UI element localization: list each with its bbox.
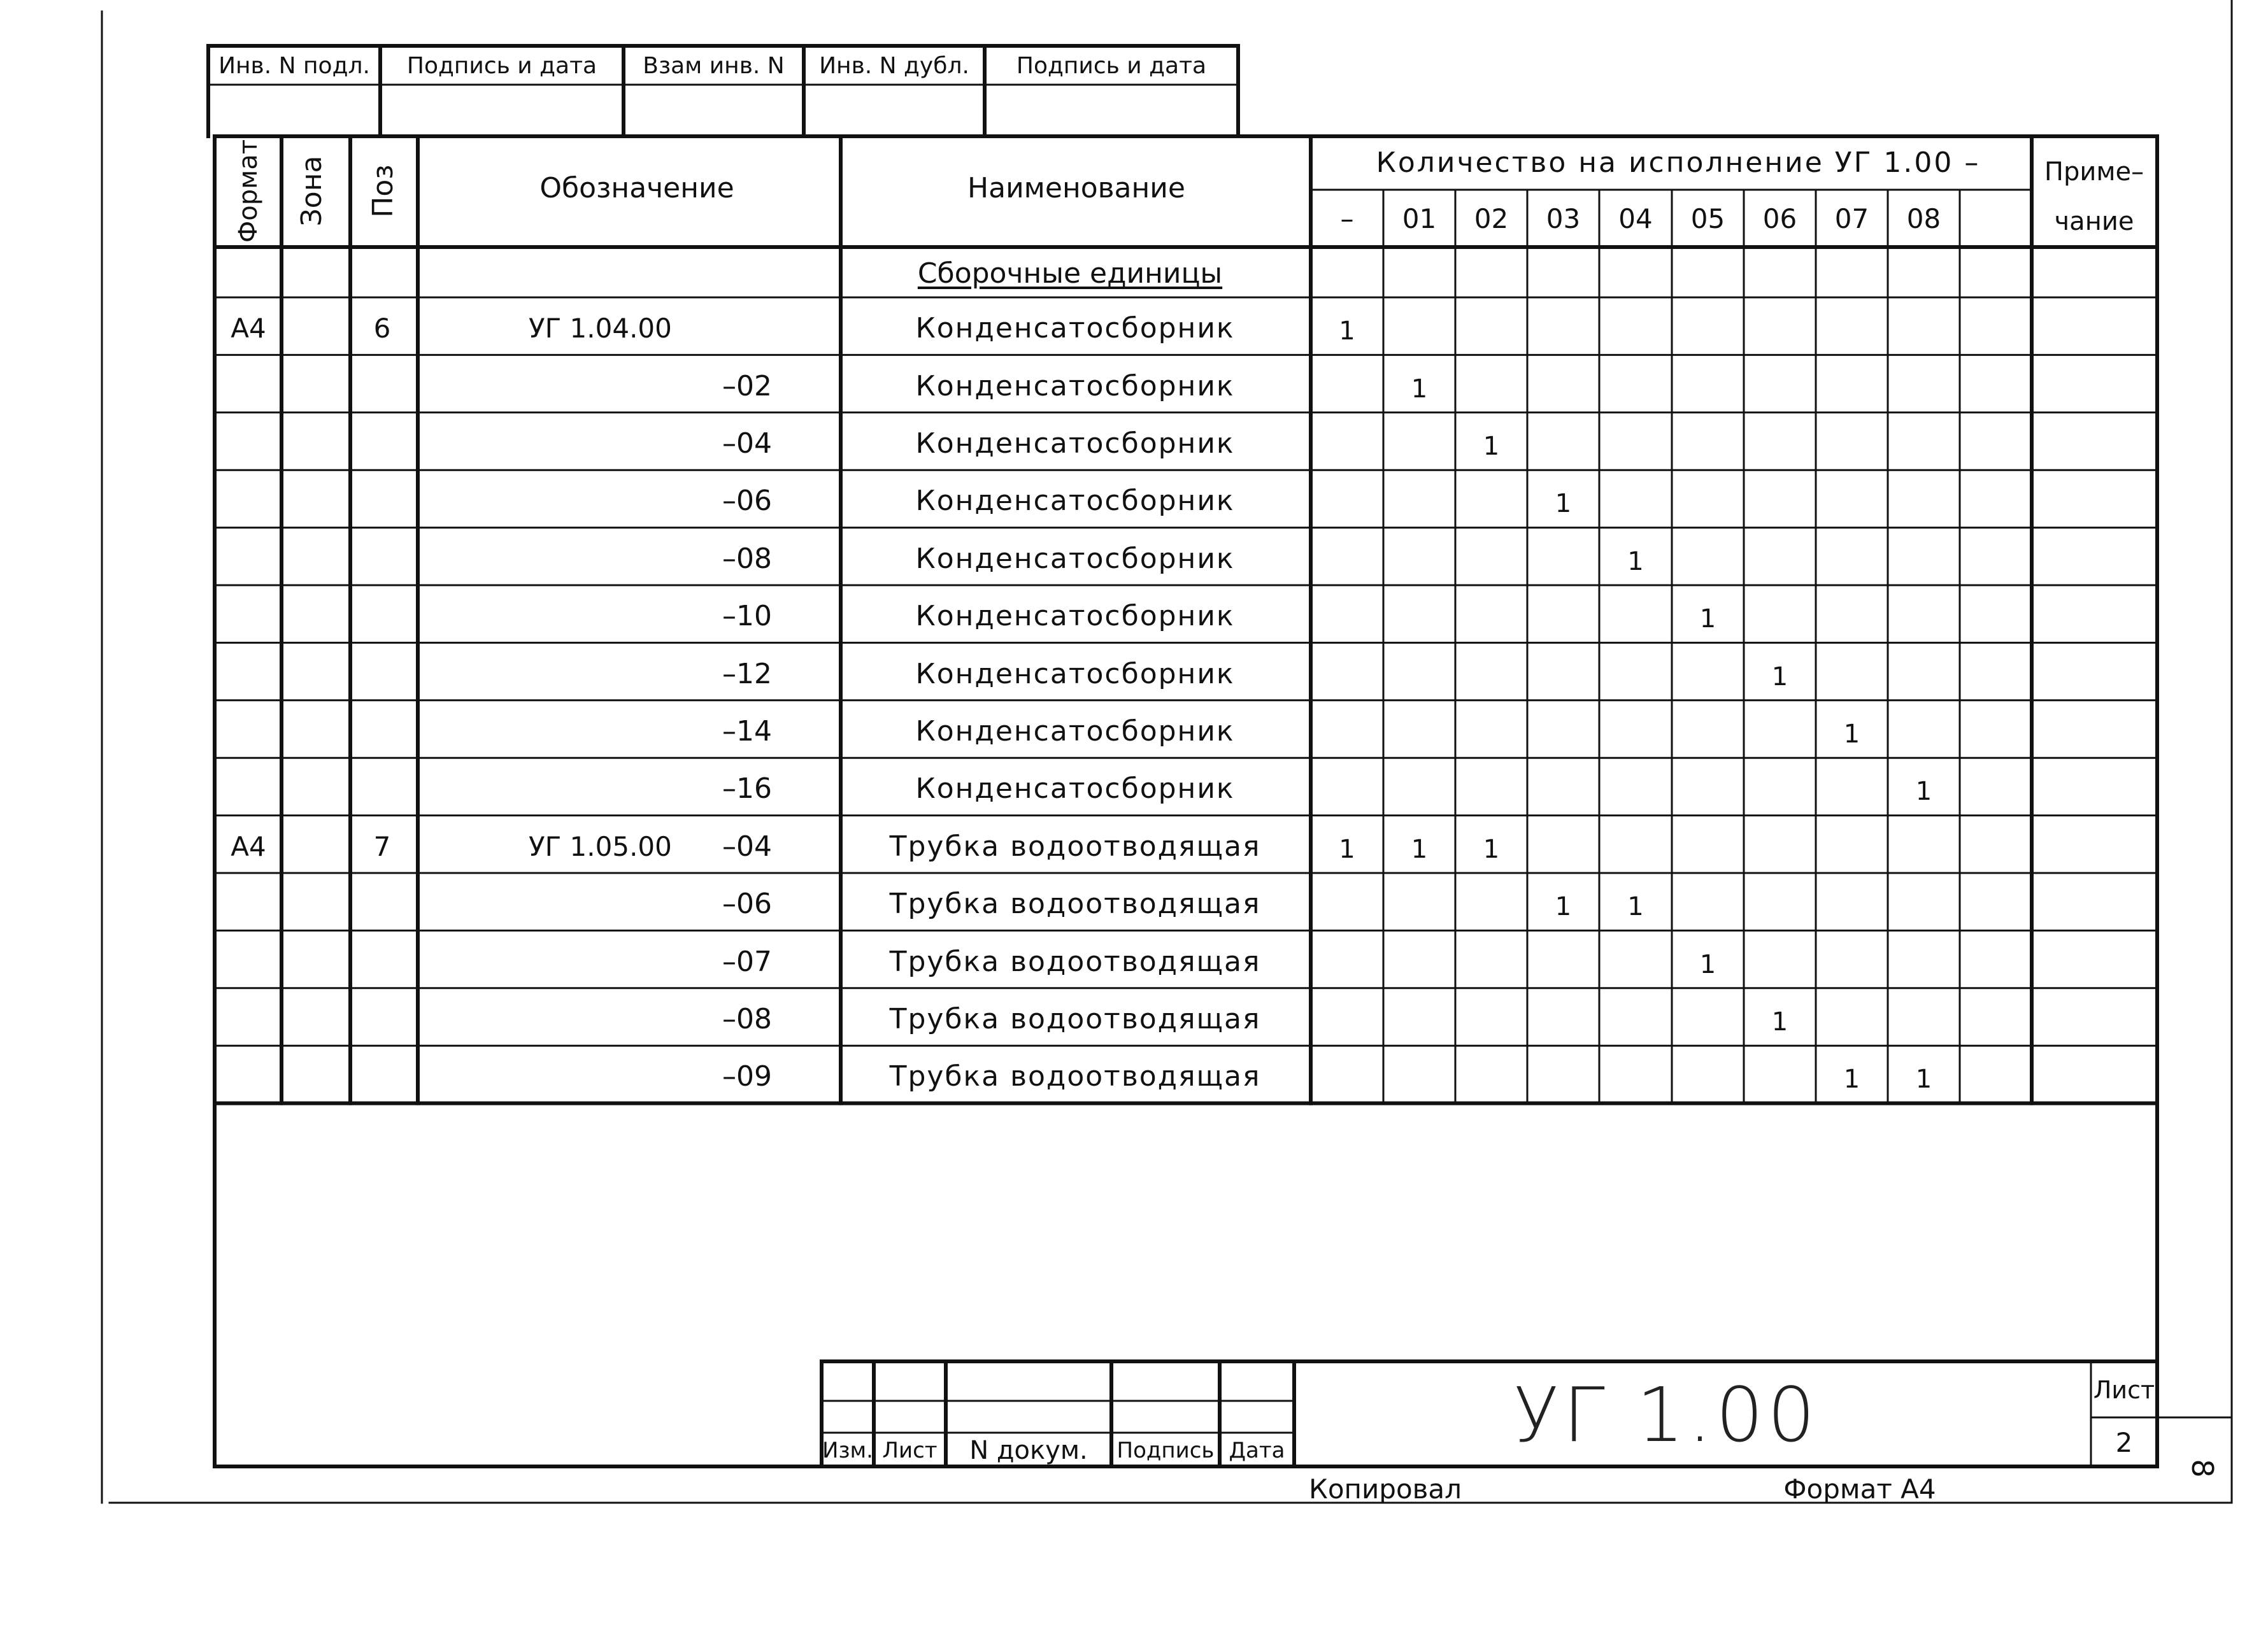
row-quantity: 1 (1339, 834, 1355, 864)
section-title: Сборочные единицы (917, 257, 1223, 290)
row-variant: –02 (722, 369, 772, 402)
row-name: Конденсатосборник (915, 485, 1235, 518)
row-variant: –06 (722, 888, 772, 921)
row-quantity: 1 (1771, 662, 1788, 692)
title-block-label: Дата (1229, 1438, 1285, 1463)
header-note-line1: Приме– (2044, 157, 2144, 187)
row-position: 6 (373, 313, 391, 344)
row-name: Трубка водоотводящая (889, 888, 1261, 921)
row-name: Трубка водоотводящая (889, 945, 1261, 978)
row-variant: –08 (722, 1003, 772, 1035)
quantity-column-header: – (1340, 203, 1354, 234)
quantity-column-header: 08 (1906, 203, 1941, 234)
quantity-column-header: 06 (1762, 203, 1797, 234)
row-name: Конденсатосборник (915, 657, 1235, 690)
footer-format: Формат А4 (1783, 1473, 1936, 1505)
row-variant: –08 (722, 542, 772, 575)
row-variant: –16 (722, 772, 772, 805)
header-pos: Поз (367, 164, 399, 218)
header-format: Формат (234, 139, 263, 243)
stamp-header: Подпись и дата (406, 53, 597, 79)
row-format: А4 (231, 830, 266, 862)
row-variant: –06 (722, 485, 772, 518)
row-variant: –04 (722, 427, 772, 460)
row-variant: –12 (722, 657, 772, 690)
row-format: А4 (231, 313, 266, 344)
row-quantity: 1 (1843, 720, 1860, 749)
row-variant: –14 (722, 715, 772, 748)
page-number: 8 (2185, 1459, 2220, 1478)
sheet-label: Лист (2093, 1376, 2155, 1404)
row-position: 7 (373, 830, 391, 862)
row-name: Конденсатосборник (915, 312, 1235, 345)
row-name: Конденсатосборник (915, 542, 1235, 575)
row-name: Трубка водоотводящая (889, 1003, 1261, 1035)
stamp-header: Инв. N дубл. (819, 53, 969, 79)
stamp-header: Подпись и дата (1016, 53, 1207, 79)
row-quantity: 1 (1627, 892, 1644, 922)
row-quantity: 1 (1483, 834, 1500, 864)
quantity-column-header: 05 (1690, 203, 1725, 234)
title-block-label: N докум. (969, 1436, 1088, 1465)
header-note-line2: чание (2054, 207, 2134, 236)
row-quantity: 1 (1483, 432, 1500, 461)
quantity-column-header: 01 (1402, 203, 1437, 234)
row-designation: УГ 1.04.00 (529, 313, 672, 344)
row-name: Конденсатосборник (915, 772, 1235, 805)
row-quantity: 1 (1411, 374, 1428, 404)
row-quantity: 1 (1555, 489, 1572, 519)
quantity-column-header: 02 (1474, 203, 1509, 234)
row-name: Конденсатосборник (915, 427, 1235, 460)
header-name: Наименование (967, 172, 1185, 204)
title-block-label: Подпись (1116, 1438, 1215, 1463)
row-variant: –10 (722, 600, 772, 633)
stamp-header: Инв. N подл. (218, 53, 370, 79)
row-quantity: 1 (1627, 546, 1644, 576)
title-block-label: Изм. (822, 1438, 873, 1463)
row-quantity: 1 (1555, 892, 1572, 922)
row-quantity: 1 (1411, 834, 1428, 864)
row-name: Конденсатосборник (915, 600, 1235, 633)
row-variant: –09 (722, 1060, 772, 1093)
row-variant: –04 (722, 830, 772, 863)
row-quantity: 1 (1915, 777, 1932, 807)
quantity-column-header: 04 (1618, 203, 1653, 234)
row-quantity: 1 (1771, 1007, 1788, 1037)
quantity-column-header: 03 (1546, 203, 1581, 234)
header-quantity-title: Количество на исполнение УГ 1.00 – (1376, 146, 1981, 179)
row-name: Конденсатосборник (915, 715, 1235, 748)
row-quantity: 1 (1843, 1065, 1860, 1095)
quantity-column-header: 07 (1834, 203, 1869, 234)
row-quantity: 1 (1339, 316, 1355, 346)
row-name: Трубка водоотводящая (889, 830, 1261, 863)
row-quantity: 1 (1915, 1065, 1932, 1095)
title-block-label: Лист (882, 1438, 938, 1463)
header-designation: Обозначение (539, 172, 734, 204)
header-zone: Зона (296, 155, 328, 227)
row-name: Конденсатосборник (915, 369, 1235, 402)
row-quantity: 1 (1699, 949, 1716, 979)
stamp-header: Взам инв. N (643, 53, 785, 79)
row-designation: УГ 1.05.00 (529, 830, 672, 862)
sheet-number: 2 (2115, 1427, 2133, 1458)
row-variant: –07 (722, 945, 772, 978)
footer-copied: Копировал (1309, 1473, 1462, 1505)
row-quantity: 1 (1699, 604, 1716, 634)
document-code: УГ 1.00 (1513, 1371, 1819, 1459)
row-name: Трубка водоотводящая (889, 1060, 1261, 1093)
